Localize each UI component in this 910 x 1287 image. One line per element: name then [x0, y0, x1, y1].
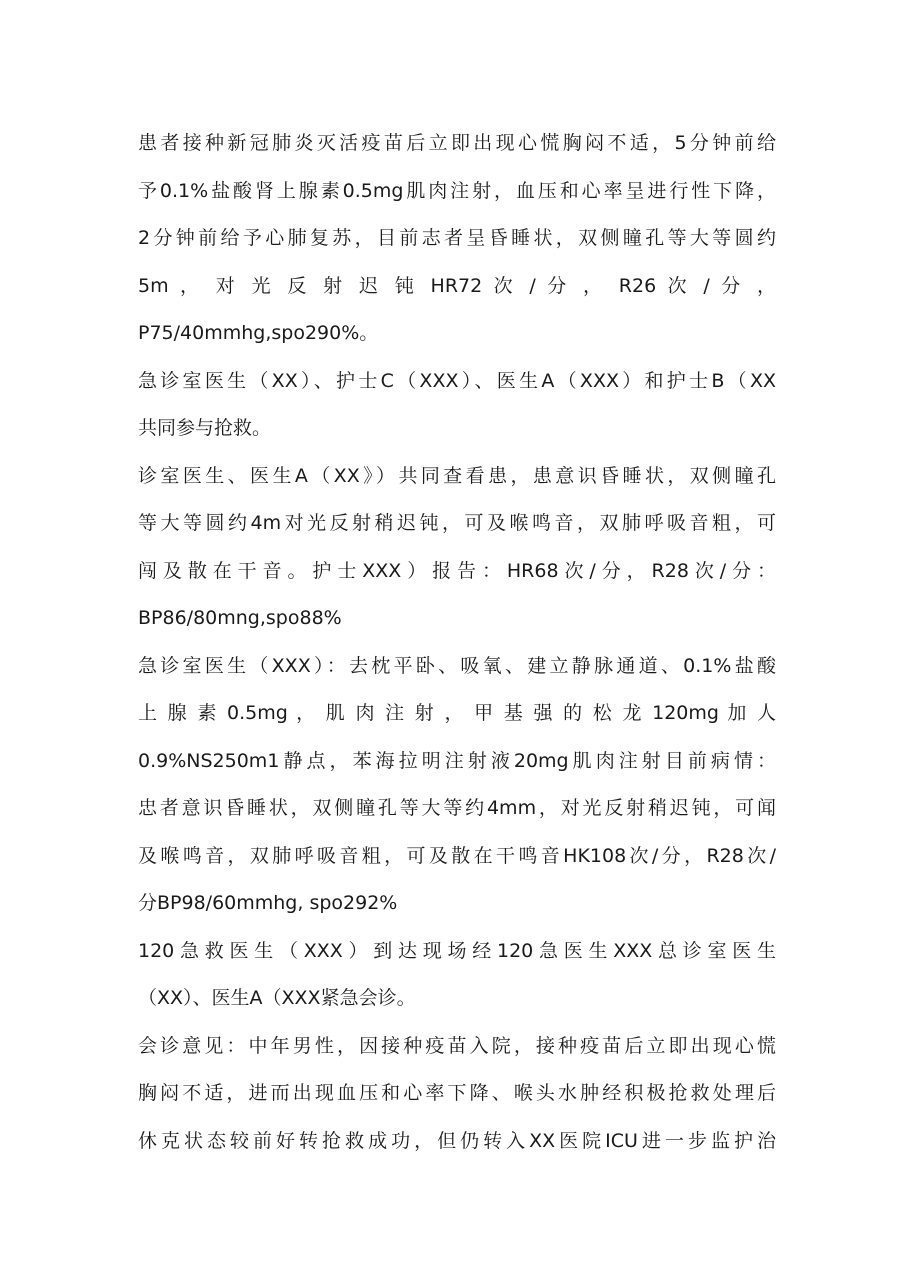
text-line: 2分钟前给予心肺复苏，目前志者呈昏睡状，双侧瞳孔等大等圆约	[138, 227, 776, 249]
paragraph-rescue-team	[138, 358, 776, 453]
text-line: 会诊意见：中年男性，因接种疫苗入院，接种疫苗后立即出现心慌	[138, 1034, 776, 1057]
text-line: 急诊室医生（XXX）：去枕平卧、吸氧、建立静脉通道、0.1%盐酸	[138, 654, 776, 677]
text-line: 120急救医生（XXX）到达现场经120急医生XXX总诊室医生	[138, 939, 776, 962]
text-line: 急诊室医生（XX）、护士C（XXX）、医生A（XXX）和护士B（XX	[138, 369, 776, 392]
text-line: 等大等圆约4m对光反射稍迟钝，可及喉鸣音，双肺呼吸音粗，可	[138, 512, 776, 534]
text-line: 5m ， 对 光 反 射 迟 钝 HR72 次 / 分 ， R26 次 / 分 ，	[138, 274, 776, 297]
text-line: 0.9%NS250m1静点，苯海拉明注射液20mg肌肉注射目前病情：	[138, 749, 776, 772]
paragraph-patient-status	[138, 120, 776, 358]
paragraph-consultation-call	[138, 928, 776, 1023]
paragraph-examination	[138, 453, 776, 643]
paragraph-treatment	[138, 643, 776, 928]
text-line: 胸闷不适，进而出现血压和心率下降、喉头水肿经积极抢救处理后	[138, 1082, 776, 1104]
text-line: P75/40mmhg,spo290%。	[138, 322, 379, 344]
text-line: （XX）、医生A（XXX紧急会诊。	[138, 987, 416, 1009]
text-line: BP86/80mng,spo88%	[138, 607, 342, 629]
text-line: 患者接种新冠肺炎灭活疫苗后立即出现心慌胸闷不适，5分钟前给	[138, 132, 776, 154]
text-line: 分BP98/60mmhg, spo292%	[138, 892, 398, 914]
text-line: 休克状态较前好转抢救成功，但仍转入XX医院ICU进一步监护治	[138, 1129, 776, 1152]
document-body	[138, 120, 776, 1165]
text-line: 及喉鸣音，双肺呼吸音粗，可及散在干鸣音HK108次/分，R28次/	[138, 844, 776, 867]
text-line: 上 腺 素 0.5mg ， 肌 肉 注 射 ， 甲 基 强 的 松 龙 120mg 加 人	[138, 702, 776, 724]
text-line: 闯及散在干音。护士XXX）报告：HR68次/分，R28次/分：	[138, 559, 776, 582]
text-line: 共同参与抢救。	[138, 417, 272, 439]
text-line: 忠者意识昏睡状，双侧瞳孔等大等约4mm，对光反射稍迟钝，可闻	[138, 797, 776, 819]
text-line: 予0.1%盐酸肾上腺素0.5mg肌肉注射，血压和心率呈进行性下降，	[138, 179, 776, 202]
paragraph-consultation-opinion	[138, 1023, 776, 1166]
text-line: 诊室医生、医生A（XX》）共同查看患，患意识昏睡状，双侧瞳孔	[138, 464, 776, 487]
